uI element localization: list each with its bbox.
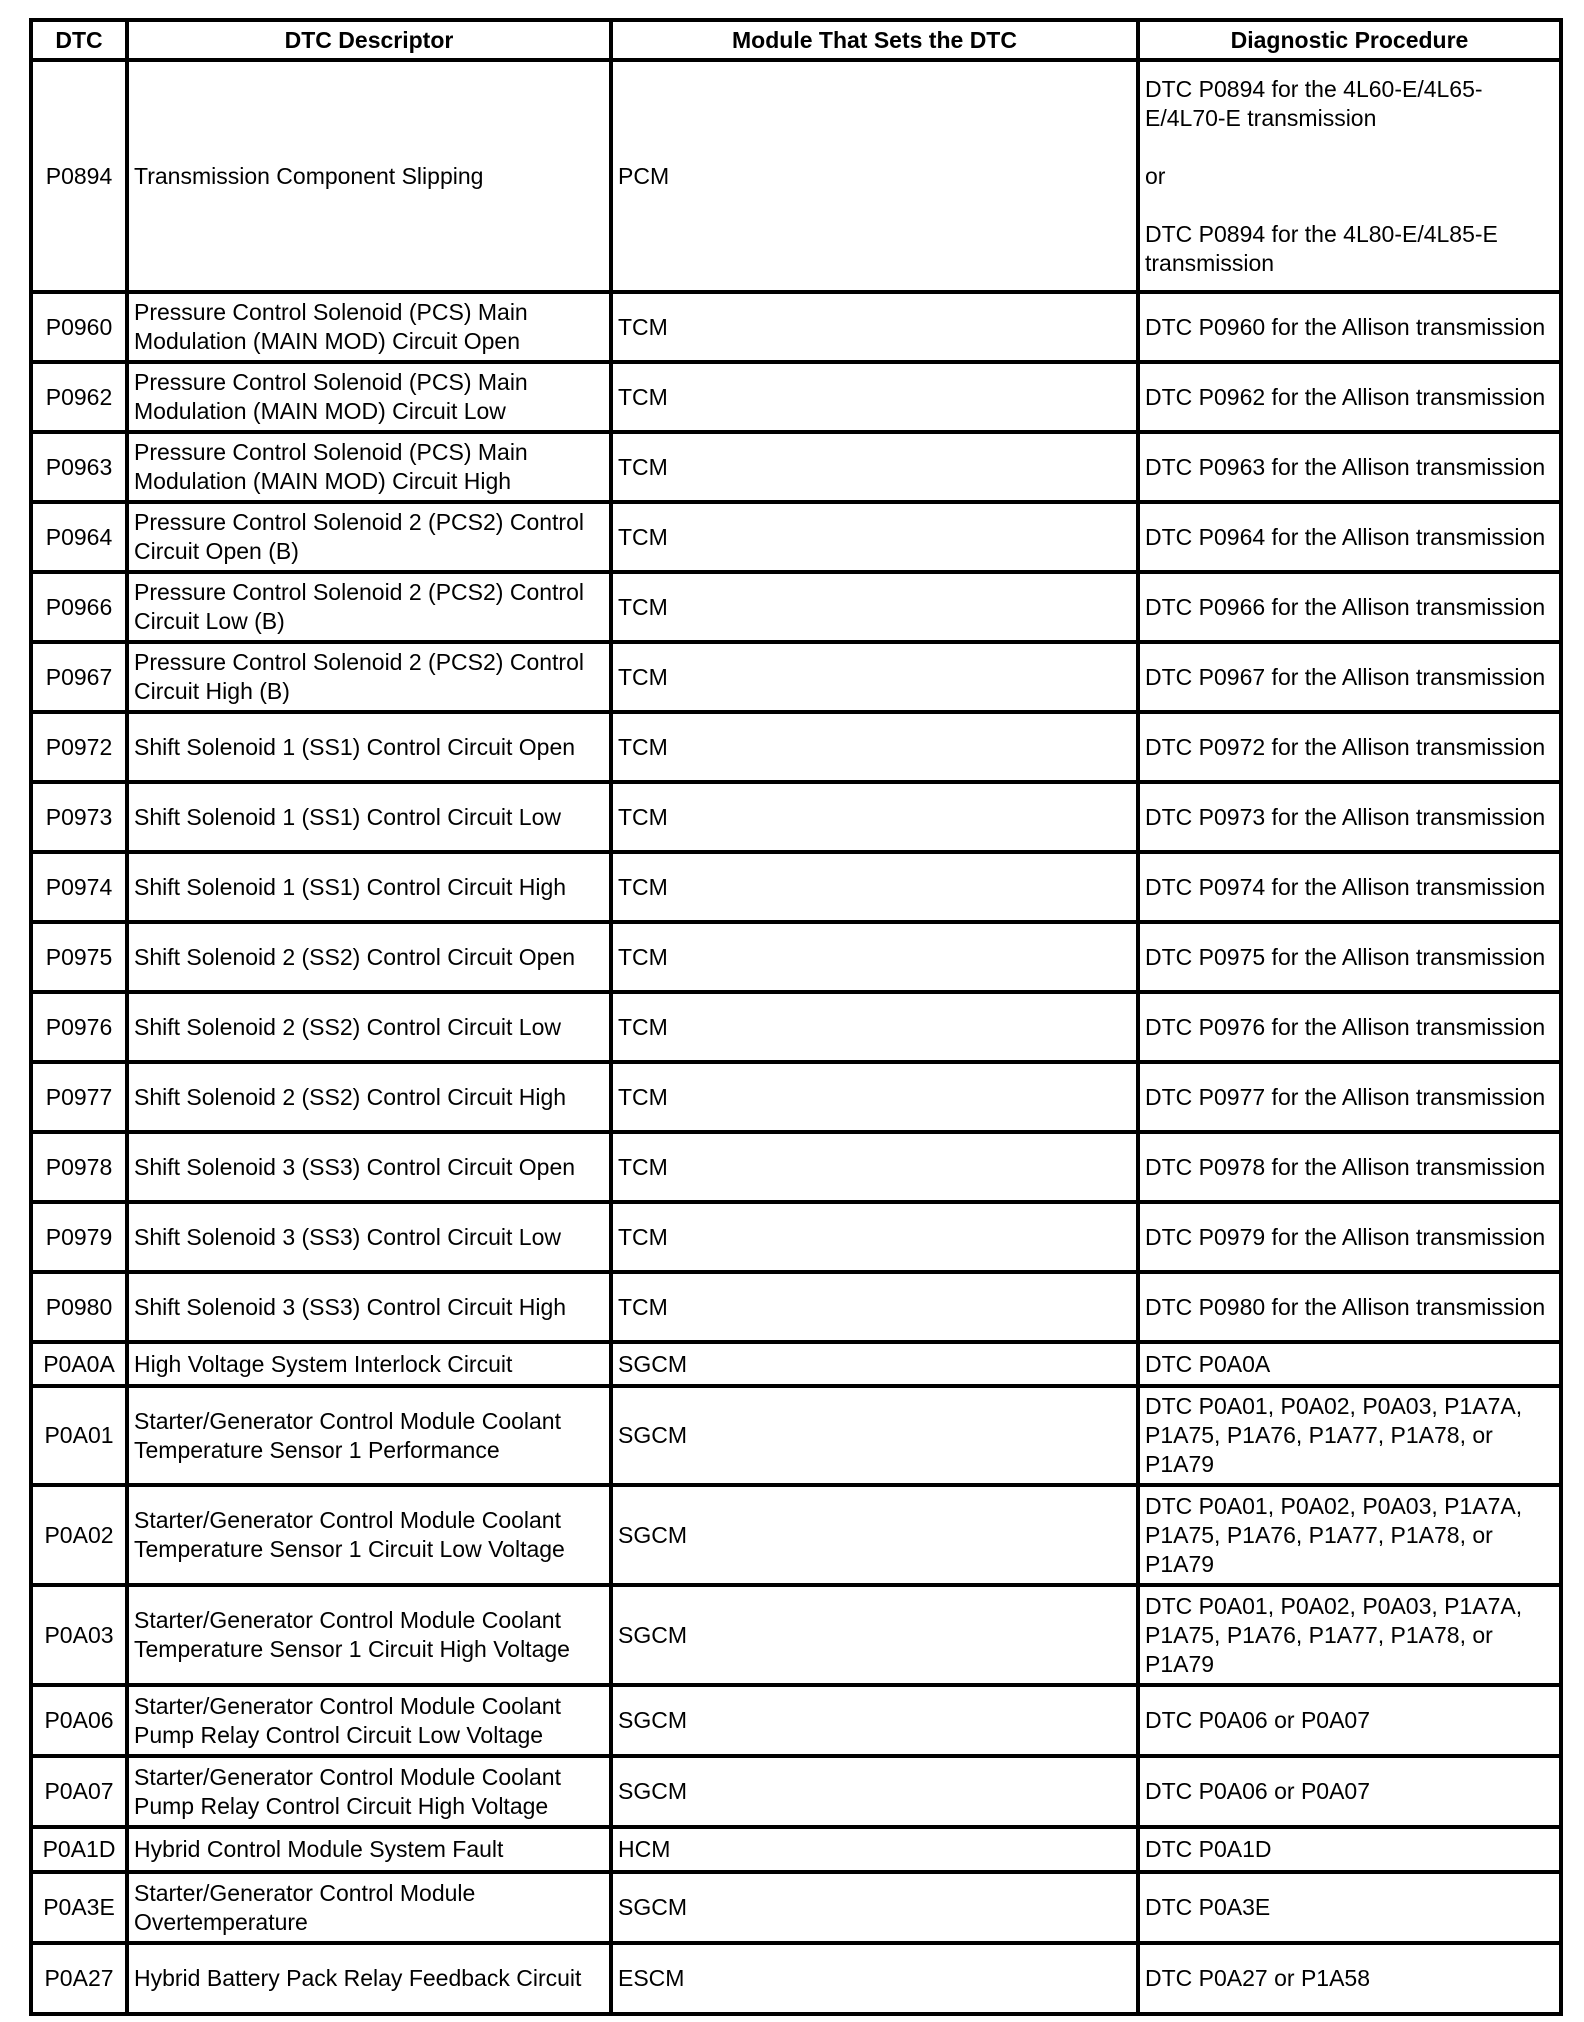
table-row	[31, 1272, 1561, 1342]
diagnostic-procedure: DTC P0963 for the Allison transmission	[1138, 432, 1561, 502]
dtc-descriptor: High Voltage System Interlock Circuit	[127, 1342, 611, 1386]
diagnostic-procedure: DTC P0A06 or P0A07	[1138, 1756, 1561, 1827]
diagnostic-procedure: DTC P0964 for the Allison transmission	[1138, 502, 1561, 572]
table-row	[31, 1386, 1561, 1485]
diagnostic-procedure: DTC P0976 for the Allison transmission	[1138, 992, 1561, 1062]
header-dtc: DTC	[31, 20, 127, 60]
setting-module: TCM	[611, 712, 1138, 782]
dtc-descriptor: Starter/Generator Control Module Coolant Temperature Sensor 1 Circuit Low Voltage	[127, 1485, 611, 1585]
setting-module: TCM	[611, 432, 1138, 502]
setting-module: SGCM	[611, 1872, 1138, 1943]
dtc-descriptor: Starter/Generator Control Module Overtemperature	[127, 1872, 611, 1943]
setting-module: TCM	[611, 292, 1138, 362]
setting-module: SGCM	[611, 1756, 1138, 1827]
dtc-code: P0A0A	[31, 1342, 127, 1386]
table-row	[31, 362, 1561, 432]
table-row	[31, 1202, 1561, 1272]
setting-module: SGCM	[611, 1342, 1138, 1386]
dtc-descriptor: Pressure Control Solenoid (PCS) Main Modulation (MAIN MOD) Circuit Open	[127, 292, 611, 362]
setting-module: TCM	[611, 572, 1138, 642]
setting-module: TCM	[611, 1062, 1138, 1132]
dtc-code: P0A03	[31, 1585, 127, 1685]
dtc-code: P0A02	[31, 1485, 127, 1585]
table-row	[31, 292, 1561, 362]
diagnostic-procedure: DTC P0960 for the Allison transmission	[1138, 292, 1561, 362]
setting-module: TCM	[611, 1132, 1138, 1202]
dtc-descriptor: Shift Solenoid 1 (SS1) Control Circuit Open	[127, 712, 611, 782]
dtc-code: P0963	[31, 432, 127, 502]
dtc-descriptor: Starter/Generator Control Module Coolant Temperature Sensor 1 Performance	[127, 1386, 611, 1485]
setting-module: TCM	[611, 1272, 1138, 1342]
header-descriptor: DTC Descriptor	[127, 20, 611, 60]
diagnostic-procedure: DTC P0A3E	[1138, 1872, 1561, 1943]
dtc-code: P0960	[31, 292, 127, 362]
table-row	[31, 1342, 1561, 1386]
dtc-code: P0967	[31, 642, 127, 712]
setting-module: SGCM	[611, 1386, 1138, 1485]
dtc-code: P0973	[31, 782, 127, 852]
table-row	[31, 1485, 1561, 1585]
table-row	[31, 1685, 1561, 1756]
setting-module: TCM	[611, 1202, 1138, 1272]
dtc-code: P0894	[31, 60, 127, 292]
table-row	[31, 922, 1561, 992]
header-procedure: Diagnostic Procedure	[1138, 20, 1561, 60]
spacer	[1145, 133, 1554, 162]
dtc-descriptor: Shift Solenoid 2 (SS2) Control Circuit Low	[127, 992, 611, 1062]
setting-module: SGCM	[611, 1485, 1138, 1585]
dtc-code: P0964	[31, 502, 127, 572]
table-header-row	[31, 20, 1561, 60]
dtc-descriptor: Starter/Generator Control Module Coolant Pump Relay Control Circuit High Voltage	[127, 1756, 611, 1827]
dtc-code: P0A06	[31, 1685, 127, 1756]
table-row	[31, 712, 1561, 782]
table-row	[31, 572, 1561, 642]
setting-module: TCM	[611, 362, 1138, 432]
dtc-descriptor: Pressure Control Solenoid 2 (PCS2) Control Circuit Low (B)	[127, 572, 611, 642]
setting-module: HCM	[611, 1827, 1138, 1872]
diagnostic-procedure: DTC P0A01, P0A02, P0A03, P1A7A, P1A75, P1A76, P1A77, P1A78, or P1A79	[1138, 1386, 1561, 1485]
table-row	[31, 992, 1561, 1062]
dtc-descriptor: Starter/Generator Control Module Coolant Pump Relay Control Circuit Low Voltage	[127, 1685, 611, 1756]
diagnostic-procedure: DTC P0A27 or P1A58	[1138, 1943, 1561, 2014]
diagnostic-procedure: DTC P0A01, P0A02, P0A03, P1A7A, P1A75, P1A76, P1A77, P1A78, or P1A79	[1138, 1585, 1561, 1685]
diagnostic-procedure: DTC P0972 for the Allison transmission	[1138, 712, 1561, 782]
diagnostic-procedure: DTC P0978 for the Allison transmission	[1138, 1132, 1561, 1202]
dtc-descriptor: Shift Solenoid 1 (SS1) Control Circuit High	[127, 852, 611, 922]
dtc-descriptor: Shift Solenoid 1 (SS1) Control Circuit Low	[127, 782, 611, 852]
dtc-descriptor: Shift Solenoid 2 (SS2) Control Circuit High	[127, 1062, 611, 1132]
dtc-code: P0966	[31, 572, 127, 642]
dtc-descriptor: Pressure Control Solenoid (PCS) Main Modulation (MAIN MOD) Circuit Low	[127, 362, 611, 432]
dtc-code: P0975	[31, 922, 127, 992]
table-row	[31, 782, 1561, 852]
procedure-option-2: DTC P0894 for the 4L80-E/4L85-E transmission	[1145, 220, 1498, 276]
dtc-descriptor: Shift Solenoid 3 (SS3) Control Circuit Open	[127, 1132, 611, 1202]
table-row	[31, 852, 1561, 922]
setting-module: TCM	[611, 992, 1138, 1062]
setting-module: TCM	[611, 642, 1138, 712]
table-row	[31, 1943, 1561, 2014]
diagnostic-procedure	[1138, 60, 1561, 292]
dtc-descriptor: Starter/Generator Control Module Coolant Temperature Sensor 1 Circuit High Voltage	[127, 1585, 611, 1685]
dtc-descriptor: Pressure Control Solenoid 2 (PCS2) Control Circuit High (B)	[127, 642, 611, 712]
dtc-descriptor: Shift Solenoid 2 (SS2) Control Circuit Open	[127, 922, 611, 992]
diagnostic-procedure: DTC P0966 for the Allison transmission	[1138, 572, 1561, 642]
table-row	[31, 1062, 1561, 1132]
dtc-code: P0979	[31, 1202, 127, 1272]
diagnostic-procedure: DTC P0974 for the Allison transmission	[1138, 852, 1561, 922]
dtc-descriptor: Transmission Component Slipping	[127, 60, 611, 292]
dtc-descriptor: Shift Solenoid 3 (SS3) Control Circuit Low	[127, 1202, 611, 1272]
diagnostic-procedure: DTC P0979 for the Allison transmission	[1138, 1202, 1561, 1272]
dtc-code: P0972	[31, 712, 127, 782]
setting-module: TCM	[611, 502, 1138, 572]
dtc-descriptor: Shift Solenoid 3 (SS3) Control Circuit High	[127, 1272, 611, 1342]
diagnostic-procedure: DTC P0977 for the Allison transmission	[1138, 1062, 1561, 1132]
dtc-table	[29, 18, 1563, 2016]
table-row	[31, 1872, 1561, 1943]
diagnostic-procedure: DTC P0A0A	[1138, 1342, 1561, 1386]
diagnostic-procedure: DTC P0973 for the Allison transmission	[1138, 782, 1561, 852]
dtc-code: P0A27	[31, 1943, 127, 2014]
setting-module: PCM	[611, 60, 1138, 292]
dtc-code: P0980	[31, 1272, 127, 1342]
diagnostic-procedure: DTC P0967 for the Allison transmission	[1138, 642, 1561, 712]
table-row	[31, 60, 1561, 292]
table-row	[31, 1827, 1561, 1872]
dtc-code: P0978	[31, 1132, 127, 1202]
dtc-code: P0976	[31, 992, 127, 1062]
diagnostic-procedure: DTC P0A06 or P0A07	[1138, 1685, 1561, 1756]
procedure-or: or	[1145, 162, 1166, 189]
dtc-code: P0974	[31, 852, 127, 922]
setting-module: ESCM	[611, 1943, 1138, 2014]
dtc-descriptor: Hybrid Battery Pack Relay Feedback Circuit	[127, 1943, 611, 2014]
procedure-option-1: DTC P0894 for the 4L60-E/4L65-E/4L70-E transmission	[1145, 75, 1483, 131]
diagnostic-procedure: DTC P0980 for the Allison transmission	[1138, 1272, 1561, 1342]
setting-module: SGCM	[611, 1585, 1138, 1685]
setting-module: SGCM	[611, 1685, 1138, 1756]
dtc-code: P0962	[31, 362, 127, 432]
dtc-code: P0A3E	[31, 1872, 127, 1943]
table-row	[31, 1132, 1561, 1202]
diagnostic-procedure: DTC P0A01, P0A02, P0A03, P1A7A, P1A75, P1A76, P1A77, P1A78, or P1A79	[1138, 1485, 1561, 1585]
setting-module: TCM	[611, 852, 1138, 922]
header-module: Module That Sets the DTC	[611, 20, 1138, 60]
dtc-document	[29, 18, 1559, 2016]
table-row	[31, 502, 1561, 572]
spacer	[1145, 191, 1554, 220]
dtc-descriptor: Pressure Control Solenoid 2 (PCS2) Control Circuit Open (B)	[127, 502, 611, 572]
dtc-descriptor: Pressure Control Solenoid (PCS) Main Modulation (MAIN MOD) Circuit High	[127, 432, 611, 502]
dtc-code: P0A1D	[31, 1827, 127, 1872]
table-row	[31, 642, 1561, 712]
dtc-code: P0977	[31, 1062, 127, 1132]
dtc-code: P0A01	[31, 1386, 127, 1485]
table-row	[31, 1756, 1561, 1827]
diagnostic-procedure: DTC P0A1D	[1138, 1827, 1561, 1872]
dtc-code: P0A07	[31, 1756, 127, 1827]
diagnostic-procedure: DTC P0962 for the Allison transmission	[1138, 362, 1561, 432]
setting-module: TCM	[611, 782, 1138, 852]
diagnostic-procedure: DTC P0975 for the Allison transmission	[1138, 922, 1561, 992]
table-row	[31, 1585, 1561, 1685]
setting-module: TCM	[611, 922, 1138, 992]
dtc-descriptor: Hybrid Control Module System Fault	[127, 1827, 611, 1872]
table-row	[31, 432, 1561, 502]
